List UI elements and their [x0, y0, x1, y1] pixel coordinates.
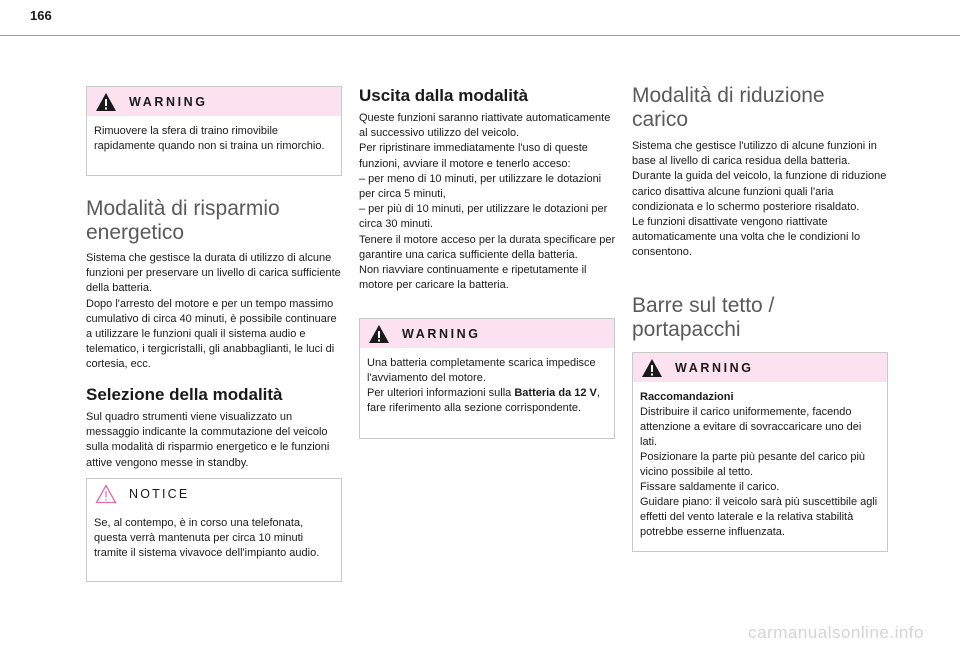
notice-label: NOTICE	[129, 486, 190, 501]
section-title-roof-bars: Barre sul tetto / portapacchi	[632, 294, 775, 341]
section-title-energy-saving: Modalità di risparmio energetico	[86, 197, 280, 244]
energy-saving-description: Sistema che gestisce la durata di utilizzo di alcune funzioni per preservare un livello di carica sufficiente della batteria. Dopo l'arresto del motore e per un tempo massimo cumulativo di circa 40 minuti, è possibile continuare a utilizzare le funzioni quali il sistema audio e telematico, i tergicristalli, gli anabbaglianti, le luci di cortesia, ecc.	[86, 252, 341, 371]
warning-box-roof-load	[632, 352, 888, 552]
watermark: carmanualsonline.info	[748, 623, 924, 642]
notice-header	[87, 479, 341, 508]
notice-triangle-icon	[95, 484, 117, 504]
load-reduction-description: Sistema che gestisce l'utilizzo di alcune funzioni in base al livello di carica residua della batteria. Durante la guida del veicolo, la funzione di riduzione carico disattiva alcune funzioni quali l'aria condizionata e lo schermo posteriore risaldato. Le funzioni disattivate vengono riattivate automaticamente una volta che le condizioni lo consentono.	[632, 140, 887, 259]
notice-text: Se, al contempo, è in corso una telefonata, questa verrà mantenuta per circa 10 minuti tramite il sistema vivavoce dell'impianto audio.	[94, 517, 320, 559]
page-number: 166	[30, 8, 52, 23]
section-title-load-reduction: Modalità di riduzione carico	[632, 84, 825, 131]
warning-box-battery	[359, 318, 615, 439]
recommendations-heading: Raccomandazioni	[640, 391, 734, 403]
warning-label: WARNING	[129, 94, 208, 109]
notice-box-phone-call	[86, 478, 342, 582]
warning-header	[633, 353, 887, 382]
warning-box-towball	[86, 86, 342, 176]
warning-text: Una batteria completamente scarica impedisce l'avviamento del motore. Per ulteriori informazioni sulla Batteria da 12 V, fare riferimento alla sezione corrispondente.	[367, 357, 600, 414]
subsection-title-mode-selection: Selezione della modalità	[86, 385, 283, 404]
battery-reference: Batteria da 12 V	[514, 387, 597, 399]
section-title-exit-mode: Uscita dalla modalità	[359, 86, 529, 105]
header-rule	[0, 35, 960, 36]
warning-header	[87, 87, 341, 116]
warning-label: WARNING	[402, 326, 481, 341]
mode-selection-description: Sul quadro strumenti viene visualizzato un messaggio indicante la commutazione del veicolo sulla modalità di risparmio energetico e le funzioni attive vengono messe in standby.	[86, 411, 330, 469]
warning-triangle-icon	[95, 92, 117, 112]
warning-triangle-icon	[641, 358, 663, 378]
warning-text: Raccomandazioni Distribuire il carico uniformemente, facendo attenzione a evitare di sovraccaricare uno dei lati. Posizionare la parte più pesante del carico più vicino possibile al tetto. Fissare saldamente il carico. Guidare piano: il veicolo sarà più suscettibile agli effetti del vento laterale e la relativa stabilità potrebbe esserne influenzata.	[640, 391, 878, 538]
exit-mode-description: Queste funzioni saranno riattivate automaticamente al successivo utilizzo del veicolo. Per ripristinare immediatamente l'uso di queste funzioni, avviare il motore e tenerlo acceso: – per meno di 10 minuti, per utilizzare le dotazioni per circa 5 minuti, – per più di 10 minuti, per utilizzare le dotazioni per circa 30 minuti. Tenere il motore acceso per la durata specificare per garantire una carica sufficiente della batteria. Non riavviare continuamente e ripetutamente il motore per caricare la batteria.	[359, 112, 616, 292]
warning-header	[360, 319, 614, 348]
warning-triangle-icon	[368, 324, 390, 344]
warning-label: WARNING	[675, 360, 754, 375]
warning-text: Rimuovere la sfera di traino rimovibile rapidamente quando non si traina un rimorchio.	[94, 125, 325, 152]
